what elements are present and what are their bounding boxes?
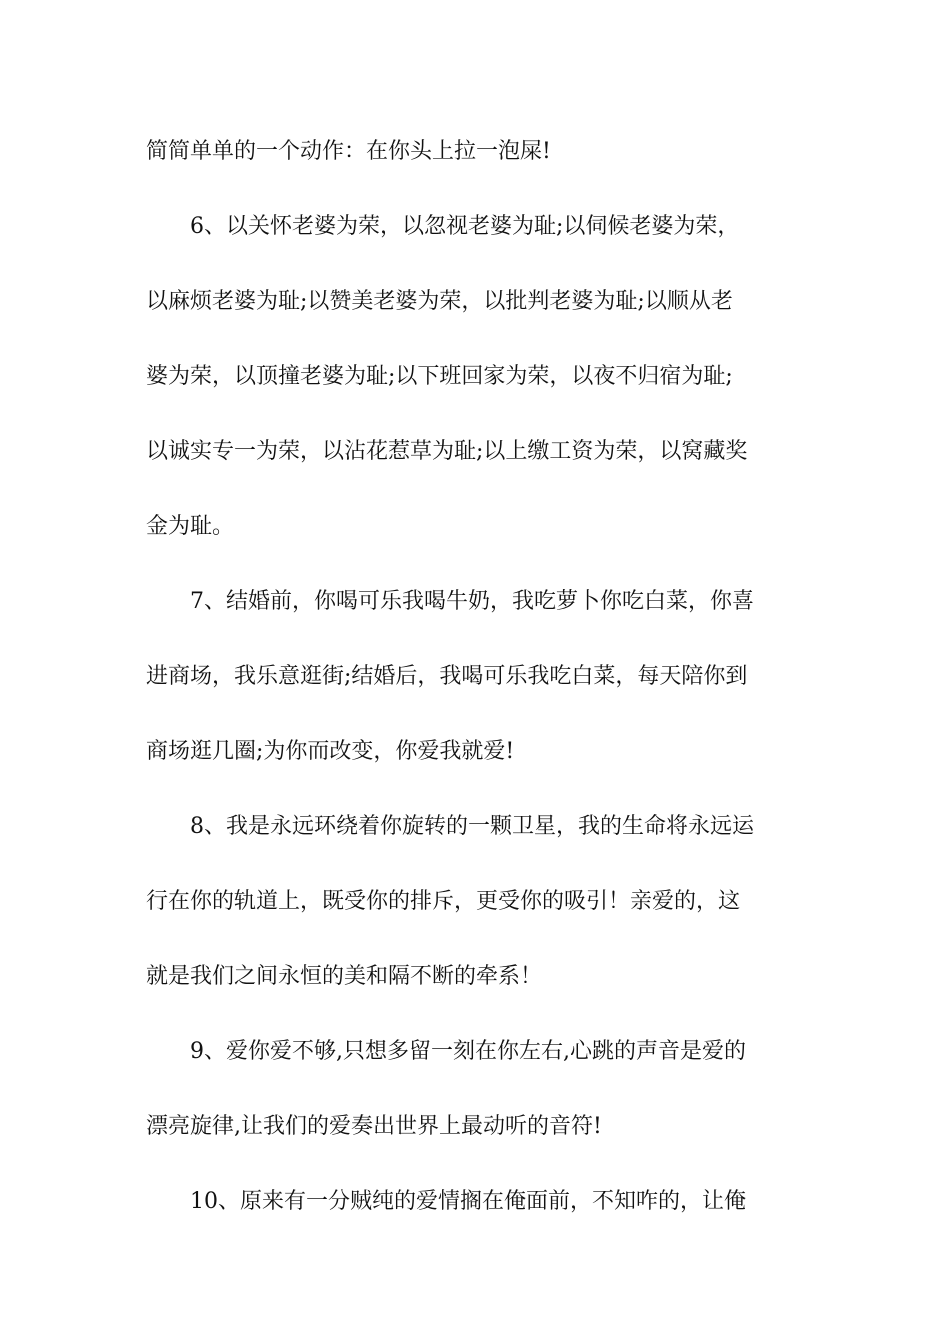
paragraph-7-line-1: 7、结婚前，你喝可乐我喝牛奶，我吃萝卜你吃白菜，你喜 — [190, 589, 754, 614]
paragraph-6-line-2: 以麻烦老婆为耻;以赞美老婆为荣，以批判老婆为耻;以顺从老 — [146, 289, 733, 314]
paragraph-10-line-1: 10、原来有一分贼纯的爱情搁在俺面前，不知咋的，让俺 — [190, 1189, 746, 1214]
paragraph-9-line-1: 9、爱你爱不够,只想多留一刻在你左右,心跳的声音是爱的 — [190, 1039, 746, 1064]
paragraph-6-line-1: 6、以关怀老婆为荣，以忽视老婆为耻;以伺候老婆为荣， — [190, 214, 740, 239]
paragraph-6-line-3: 婆为荣，以顶撞老婆为耻;以下班回家为荣，以夜不归宿为耻; — [146, 364, 733, 389]
paragraph-8-line-3: 就是我们之间永恒的美和隔不断的牵系！ — [146, 964, 543, 989]
paragraph-6-line-5: 金为耻。 — [146, 514, 235, 539]
paragraph-7-line-2: 进商场，我乐意逛街;结婚后，我喝可乐我吃白菜，每天陪你到 — [146, 664, 748, 689]
paragraph-6-line-4: 以诚实专一为荣，以沾花惹草为耻;以上缴工资为荣，以窝藏奖 — [146, 439, 748, 464]
paragraph-line: 简简单单的一个动作：在你头上拉一泡屎! — [146, 139, 551, 164]
paragraph-8-line-2: 行在你的轨道上，既受你的排斥，更受你的吸引！亲爱的，这 — [146, 889, 741, 914]
paragraph-8-line-1: 8、我是永远环绕着你旋转的一颗卫星，我的生命将永远运 — [190, 814, 754, 839]
paragraph-7-line-3: 商场逛几圈;为你而改变，你爱我就爱! — [146, 739, 515, 764]
paragraph-9-line-2: 漂亮旋律,让我们的爱奏出世界上最动听的音符! — [146, 1114, 602, 1139]
